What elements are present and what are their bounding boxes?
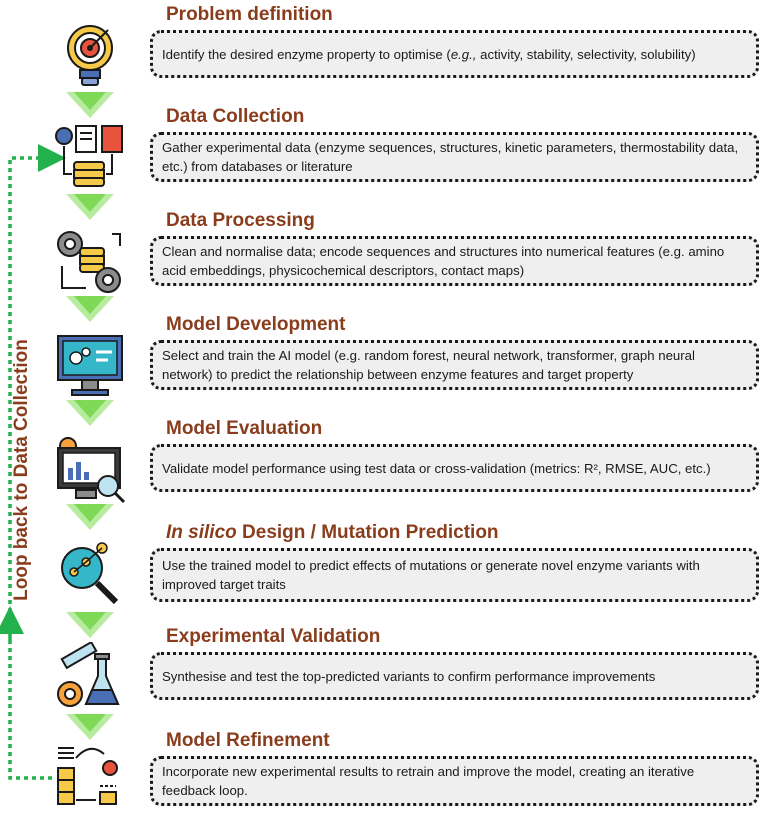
step-title-model-evaluation: Model Evaluation	[166, 418, 323, 439]
down-arrow	[66, 612, 114, 638]
database-gears-icon	[52, 226, 128, 298]
down-arrow	[66, 296, 114, 322]
step-box-in-silico-design: Use the trained model to predict effects of mutations or generate novel enzyme variants with improved target traits	[150, 548, 759, 602]
step-box-problem-definition: Identify the desired enzyme property to optimise (e.g., activity, stability, selectivity, solubility)	[150, 30, 759, 78]
down-arrow	[66, 194, 114, 220]
step-title-problem-definition: Problem definition	[166, 4, 333, 25]
step-title-model-development: Model Development	[166, 314, 346, 335]
down-arrow	[66, 92, 114, 118]
step-title-data-processing: Data Processing	[166, 210, 315, 231]
step-box-model-evaluation: Validate model performance using test data or cross-validation (metrics: R², RMSE, AUC, etc.)	[150, 444, 759, 492]
step-box-experimental-validation: Synthesise and test the top-predicted variants to confirm performance improvements	[150, 652, 759, 700]
down-arrow	[66, 504, 114, 530]
magnifier-network-icon	[52, 538, 128, 610]
lightbulb-target-icon	[52, 20, 128, 92]
loop-back-label: Loop back to Data Collection	[11, 339, 32, 601]
step-box-model-development: Select and train the AI model (e.g. random forest, neural network, transformer, graph neural network) to predict the relationship between enzyme features and target property	[150, 340, 759, 390]
step-box-model-refinement: Incorporate new experimental results to retrain and improve the model, creating an iterative feedback loop.	[150, 756, 759, 806]
step-box-data-collection: Gather experimental data (enzyme sequences, structures, kinetic parameters, thermostability data, etc.) from databases or literature	[150, 132, 759, 182]
database-documents-icon	[52, 122, 128, 194]
step-title-model-refinement: Model Refinement	[166, 730, 330, 751]
monitor-gears-icon	[52, 330, 128, 402]
down-arrow	[66, 714, 114, 740]
lab-flask-icon	[52, 642, 128, 714]
step-box-data-processing: Clean and normalise data; encode sequences and structures into numerical features (e.g. amino acid embeddings, physicochemical descriptors, contact maps)	[150, 236, 759, 286]
monitor-analytics-icon	[52, 434, 128, 506]
step-title-experimental-validation: Experimental Validation	[166, 626, 381, 647]
feedback-cycle-icon	[52, 742, 128, 814]
down-arrow	[66, 400, 114, 426]
step-title-in-silico-design: In silico Design / Mutation Prediction	[166, 522, 499, 543]
step-title-data-collection: Data Collection	[166, 106, 305, 127]
